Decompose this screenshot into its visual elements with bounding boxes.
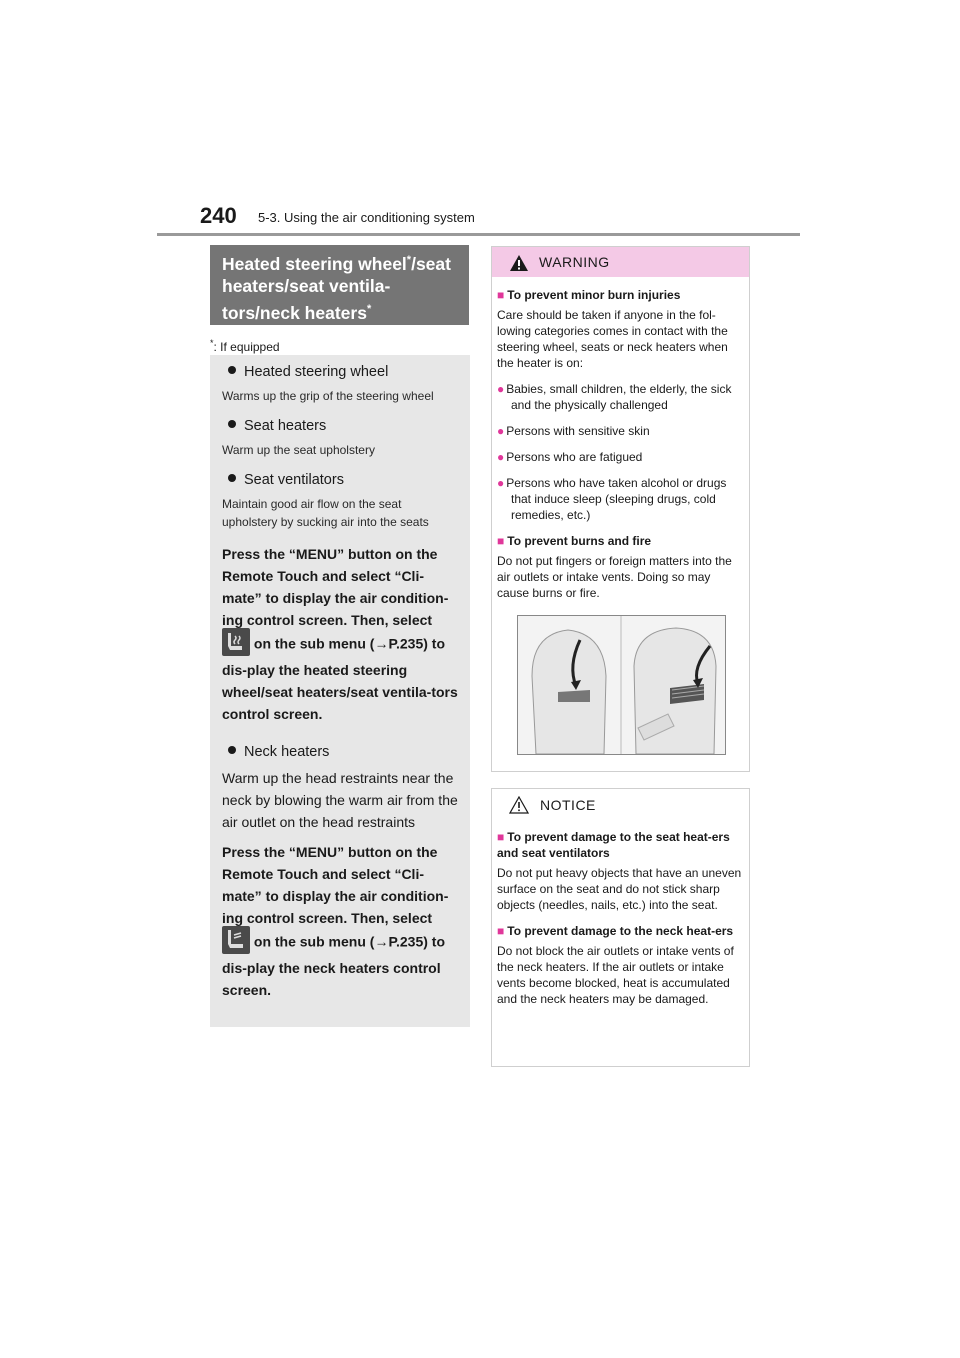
square-bullet-icon: ■ (497, 924, 505, 938)
feature-desc: Warms up the grip of the steering wheel (222, 389, 434, 403)
warning-header (492, 247, 749, 277)
footnote-text: : If equipped (213, 340, 280, 354)
notice-header (492, 789, 749, 819)
feature-title-text: Neck heaters (244, 744, 330, 760)
seat-heater-icon (222, 628, 250, 656)
feature-desc: Warm up the head restraints near the neck by blowing the warm air from the air outlet on the head restraints (222, 770, 458, 830)
feature-title-text: Heated steering wheel (244, 364, 389, 380)
feature-panel (210, 355, 470, 1027)
neck-heater-icon (222, 926, 250, 954)
square-bullet-icon: ■ (497, 830, 505, 844)
instruction-part: on the sub menu (→P.235) to dis-play the heated steering wheel/seat heaters/seat ventila-tors control screen. (222, 635, 458, 722)
heading-text: Heated steering wheel (222, 253, 407, 274)
heading-text: tors/neck heaters (222, 302, 367, 323)
instruction-text (222, 543, 458, 725)
warning-subheading (497, 533, 744, 549)
footnote-asterisk: * (210, 338, 214, 348)
feature-title (222, 417, 458, 435)
heading-asterisk: * (406, 254, 412, 266)
feature-title-text: Seat ventilators (244, 472, 344, 488)
feature-title (222, 363, 458, 381)
heading-text: heaters/seat ventila- (222, 276, 391, 297)
heading-text: /seat (411, 253, 451, 274)
warning-list-item (497, 381, 744, 413)
instruction-text (222, 841, 458, 1001)
footnote (210, 338, 280, 354)
list-item-text: Babies, small children, the elderly, the sick and the physically challenged (506, 382, 732, 412)
bullet-icon: ● (497, 476, 505, 490)
notice-box (491, 788, 750, 1067)
warning-list-item (497, 475, 744, 523)
instruction-part: on the sub menu (→P.235) to dis-play the neck heaters control screen. (222, 933, 445, 998)
warning-subheading (497, 287, 744, 303)
feature-title-text: Seat heaters (244, 418, 327, 434)
warning-paragraph: Care should be taken if anyone in the fol-lowing categories comes in contact with the steering wheel, seats or neck heaters when the heater is on: (497, 308, 728, 370)
warning-list-item (497, 449, 744, 465)
caution-icon (509, 796, 529, 814)
bullet-icon: ● (497, 424, 505, 438)
warning-box (491, 246, 750, 772)
notice-subheading (497, 829, 744, 861)
list-item-text: Persons with sensitive skin (506, 424, 650, 438)
warning-icon (509, 254, 529, 272)
subheading-text: To prevent damage to the neck heat-ers (507, 924, 734, 938)
heading-asterisk: * (366, 302, 372, 315)
notice-paragraph: Do not put heavy objects that have an uneven surface on the seat and do not stick sharp objects (needles, nails, etc.) into the seat. (497, 866, 742, 912)
subheading-text: To prevent minor burn injuries (507, 288, 681, 302)
instruction-part: Press the “MENU” button on the Remote Touch and select “Cli-mate” to display the air condition-ing control screen. Then, select (222, 546, 449, 628)
bullet-icon: ● (497, 450, 505, 464)
bullet-icon (228, 420, 236, 428)
list-item-text: Persons who are fatigued (506, 450, 643, 464)
bullet-icon (228, 366, 236, 374)
header-rule (157, 233, 800, 236)
section-title: 5-3. Using the air conditioning system (258, 210, 475, 225)
feature-desc: Warm up the seat upholstery (222, 443, 375, 457)
subheading-text: To prevent burns and fire (507, 534, 652, 548)
notice-paragraph: Do not block the air outlets or intake vents of the neck heaters. If the air outlets or intake vents become blocked, heat is accumulated and the neck heaters may be damaged. (497, 944, 734, 1006)
bullet-icon: ● (497, 382, 505, 396)
section-heading (210, 245, 469, 325)
bullet-icon (228, 474, 236, 482)
notice-subheading (497, 923, 744, 939)
page-number: 240 (200, 203, 237, 228)
warning-title: WARNING (539, 254, 610, 270)
instruction-part: Press the “MENU” button on the Remote Touch and select “Cli-mate” to display the air condition-ing control screen. Then, select (222, 844, 449, 926)
warning-paragraph: Do not put fingers or foreign matters into the air outlets or intake vents. Doing so may cause burns or fire. (497, 554, 732, 600)
subheading-text: To prevent damage to the seat heat-ers and seat ventilators (497, 830, 730, 860)
warning-list-item (497, 423, 744, 439)
feature-title (222, 743, 458, 761)
feature-desc: Maintain good air flow on the seat upholstery by sucking air into the seats (222, 497, 429, 529)
feature-title (222, 471, 458, 489)
square-bullet-icon: ■ (497, 288, 505, 302)
list-item-text: Persons who have taken alcohol or drugs that induce sleep (sleeping drugs, cold remedies, etc.) (506, 476, 727, 522)
square-bullet-icon: ■ (497, 534, 505, 548)
notice-title: NOTICE (540, 797, 596, 813)
bullet-icon (228, 746, 236, 754)
headrest-illustration (517, 615, 726, 755)
